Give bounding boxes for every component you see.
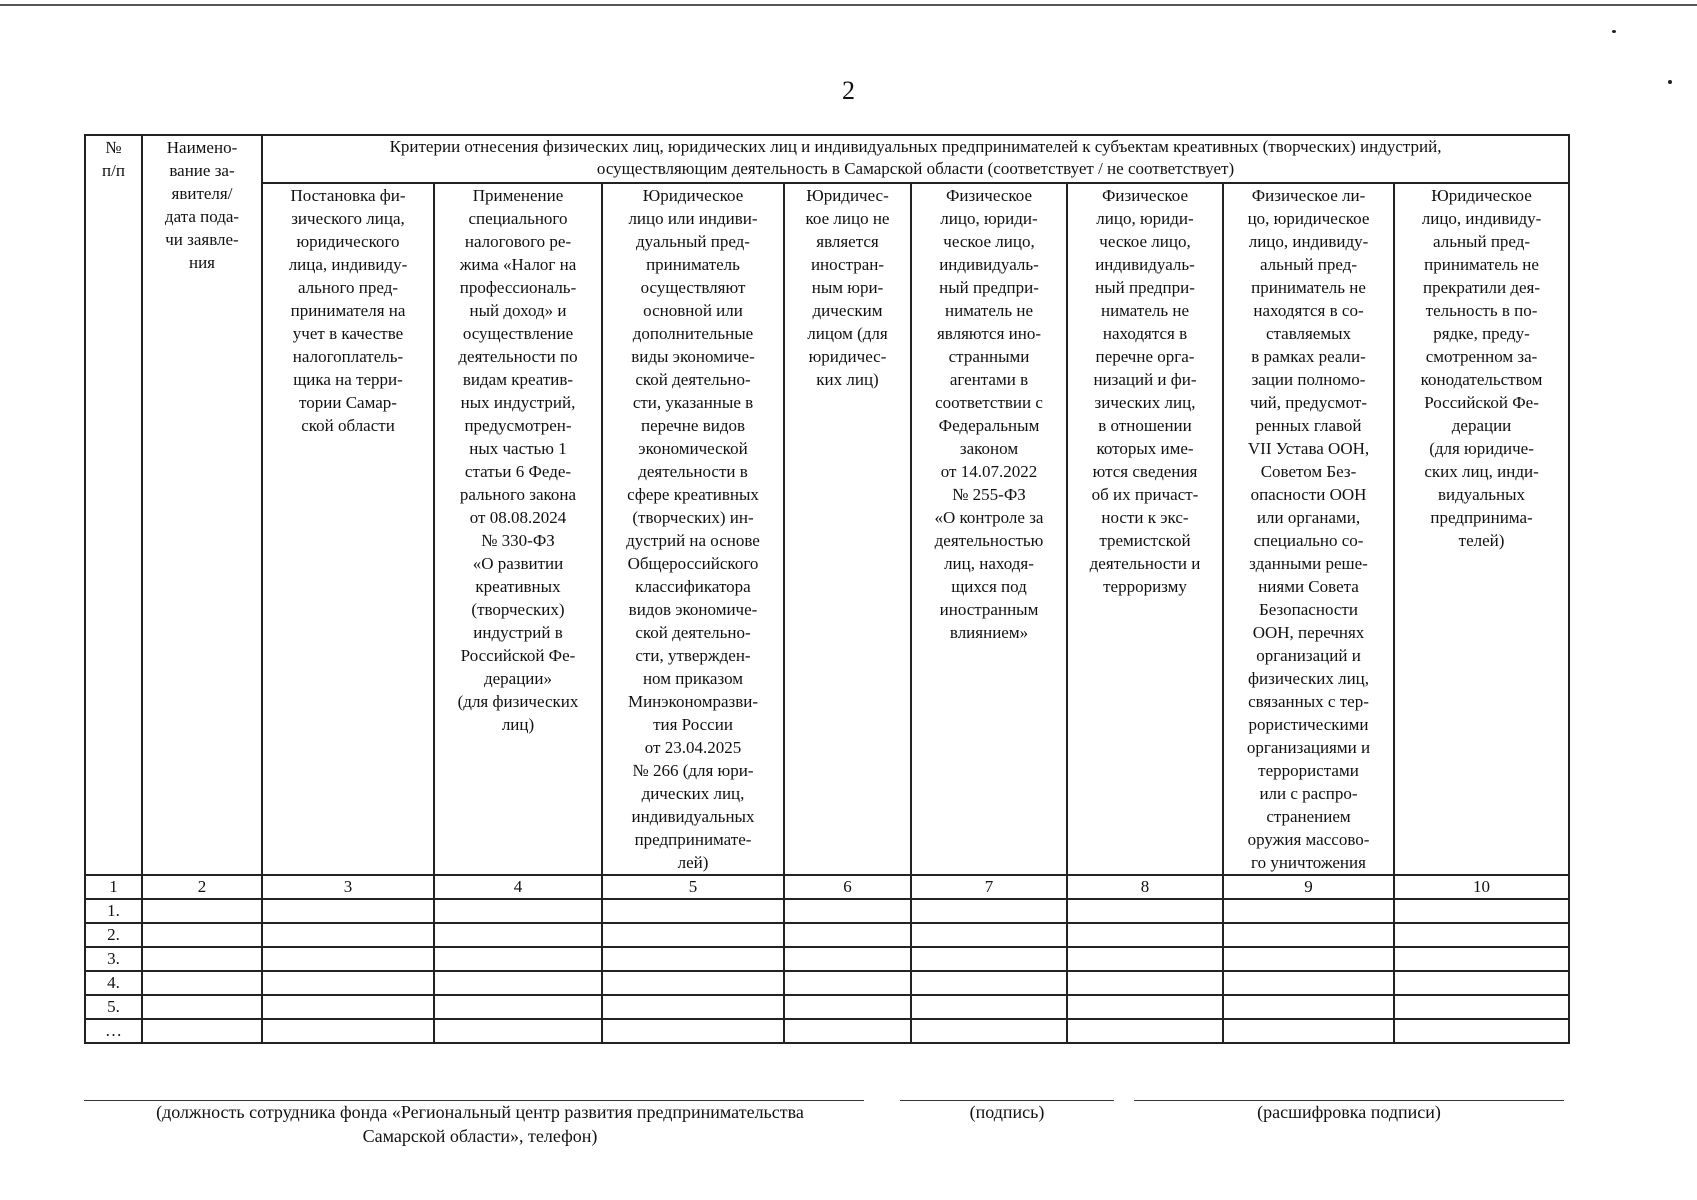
criteria-table <box>84 134 1570 1044</box>
row-number: 1. <box>85 899 142 923</box>
page-top-edge <box>0 4 1697 6</box>
col-header-number: № п/п <box>85 135 142 875</box>
position-caption: (должность сотрудника фонда «Региональный центр развития предпринимательства Самарской области», телефон) <box>156 1102 804 1146</box>
table-row <box>85 923 1569 947</box>
criterion-not-extremist-list: Физическое лицо, юриди- ческое лицо, индивидуаль- ный предпри- ниматель не находятся в перечне орга- низаций и фи- зических лиц, в отношении которых име- ются сведения об их причаст- ности к экс- тремистской деятельности и терроризму <box>1067 183 1223 875</box>
table-row <box>85 899 1569 923</box>
table-row <box>85 947 1569 971</box>
column-number: 6 <box>784 875 911 899</box>
criteria-group-header: Критерии отнесения физических лиц, юридических лиц и индивидуальных предпринимателей к субъектам креативных (творческих) индустрий, осуществляющим деятельность в Самарской области (соответствует / не соответствует) <box>262 135 1569 183</box>
column-number: 10 <box>1394 875 1569 899</box>
col-header-applicant: Наимено- вание за- явителя/ дата пода- чи заявле- ния <box>142 135 262 875</box>
column-number: 5 <box>602 875 784 899</box>
column-number: 9 <box>1223 875 1394 899</box>
row-number: 4. <box>85 971 142 995</box>
criterion-not-un-sanctions-list: Физическое ли- цо, юридическое лицо, индивиду- альный пред- приниматель не находятся в со- ставляемых в рамках реали- зации полномо- чий, предусмот- ренных главой VII Устава ООН, Советом Без- опасности ООН или органами, специально со- зданными реше- ниями Совета Безопасности ООН, перечнях организаций и физических лиц, связанных с тер- рористическими организациями и террористами или с распро- странением оружия массово- го уничтожения <box>1223 183 1394 875</box>
criterion-economic-activity: Юридическое лицо или индиви- дуальный пред- приниматель осуществляют основной или дополнительные виды экономиче- ской деятельно- сти, указанные в перечне видов экономической деятельности в сфере креативных (творческих) ин- дустрий на основе Общероссийского классификатора видов экономиче- ской деятельно- сти, утвержден- ном приказом Минэкономразви- тия России от 23.04.2025 № 266 (для юри- дических лиц, индивидуальных предпринимате- лей) <box>602 183 784 875</box>
decoding-caption: (расшифровка подписи) <box>1257 1102 1441 1122</box>
table-row <box>85 1019 1569 1043</box>
scan-speck <box>1612 30 1616 33</box>
column-number: 1 <box>85 875 142 899</box>
column-number: 4 <box>434 875 602 899</box>
header-row-2 <box>85 183 1569 875</box>
table-row <box>85 971 1569 995</box>
column-number: 3 <box>262 875 434 899</box>
row-number: … <box>85 1019 142 1043</box>
row-number: 3. <box>85 947 142 971</box>
criterion-not-foreign-entity: Юридичес- кое лицо не является иностран- ным юри- дическим лицом (для юридичес- ких лиц) <box>784 183 911 875</box>
criterion-activity-not-terminated: Юридическое лицо, индивиду- альный пред- приниматель не прекратили дея- тельность в по- рядке, преду- смотренном за- конодательством Российской Фе- дерации (для юридиче- ских лиц, инди- видуальных предпринима- телей) <box>1394 183 1569 875</box>
table-row <box>85 995 1569 1019</box>
column-number: 2 <box>142 875 262 899</box>
column-number: 8 <box>1067 875 1223 899</box>
page-number: 2 <box>842 76 855 105</box>
row-number: 2. <box>85 923 142 947</box>
column-number: 7 <box>911 875 1067 899</box>
criterion-tax-registration: Постановка фи- зического лица, юридического лица, индивиду- ального пред- принимателя на учет в качестве налогоплатель- щика на терри- тории Самар- ской области <box>262 183 434 875</box>
row-number: 5. <box>85 995 142 1019</box>
header-row-1 <box>85 135 1569 183</box>
column-number-row <box>85 875 1569 899</box>
criterion-professional-income-tax: Применение специального налогового ре- жима «Налог на профессиональ- ный доход» и осуществление деятельности по видам креатив- ных индустрий, предусмотрен- ных частью 1 статьи 6 Феде- рального закона от 08.08.2024 № 330-ФЗ «О развитии креативных (творческих) индустрий в Российской Фе- дерации» (для физических лиц) <box>434 183 602 875</box>
criterion-not-foreign-agent: Физическое лицо, юриди- ческое лицо, индивидуаль- ный предпри- ниматель не являются ино- странными агентами в соответствии с Федеральным законом от 14.07.2022 № 255-ФЗ «О контроле за деятельностью лиц, находя- щихся под иностранным влиянием» <box>911 183 1067 875</box>
signature-caption: (подпись) <box>969 1102 1045 1122</box>
